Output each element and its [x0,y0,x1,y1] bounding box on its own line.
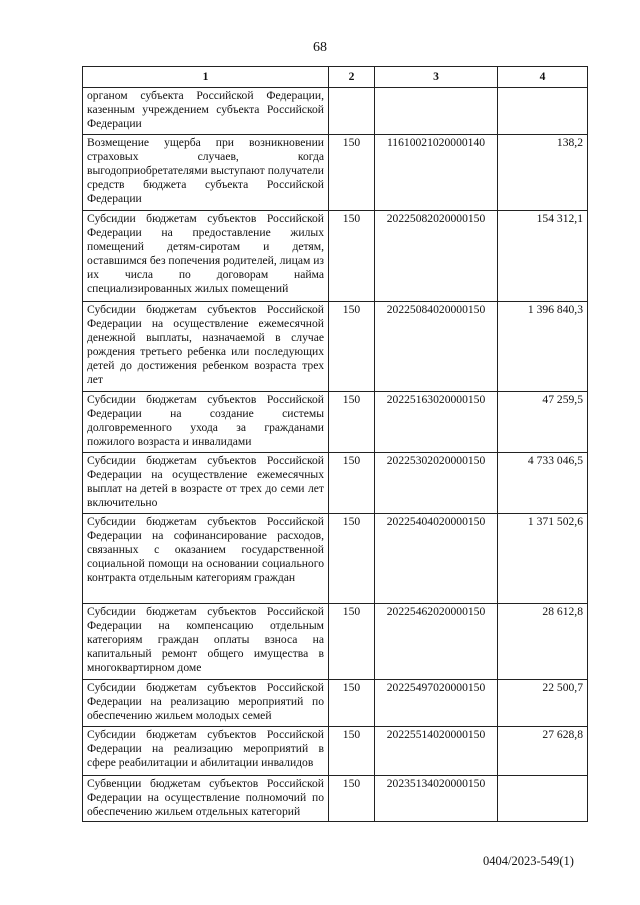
row-amount: 138,2 [498,135,588,211]
row-amount: 4 733 046,5 [498,453,588,514]
table-row [83,88,588,135]
row-code: 11610021020000140 [375,135,498,211]
row-description: Субсидии бюджетам субъектов Российской Федерации на реализацию мероприятий по обеспечению жильем молодых семей [83,680,329,727]
table-row [83,727,588,776]
table-header-row [83,67,588,88]
row-kind: 150 [329,604,375,680]
row-kind: 150 [329,392,375,453]
row-kind: 150 [329,211,375,302]
row-code: 20225302020000150 [375,453,498,514]
row-amount: 1 396 840,3 [498,302,588,392]
row-description: Субсидии бюджетам субъектов Российской Федерации на осуществление ежемесячных выплат на детей в возрасте от трех до семи лет включительно [83,453,329,514]
row-kind: 150 [329,135,375,211]
row-amount: 22 500,7 [498,680,588,727]
row-amount [498,88,588,135]
budget-table [82,66,588,822]
row-code: 20225404020000150 [375,514,498,604]
column-header: 2 [329,67,375,88]
row-code: 20225082020000150 [375,211,498,302]
row-description: органом субъекта Российской Федерации, казенным учреждением субъекта Российской Федерации [83,88,329,135]
table-row [83,453,588,514]
table-row [83,392,588,453]
row-description: Возмещение ущерба при возникновении страховых случаев, когда выгодоприобретателями выступают получатели средств бюджета субъекта Российской Федерации [83,135,329,211]
row-amount [498,776,588,822]
row-description: Субсидии бюджетам субъектов Российской Федерации на предоставление жилых помещений детям-сиротам и детям, оставшимся без попечения родителей, лицам из их числа по договорам найма специализированных жилых помещений [83,211,329,302]
row-code: 20225462020000150 [375,604,498,680]
row-amount: 154 312,1 [498,211,588,302]
table-row [83,135,588,211]
column-header: 1 [83,67,329,88]
row-description: Субсидии бюджетам субъектов Российской Федерации на создание системы долговременного ухода за гражданами пожилого возраста и инвалидами [83,392,329,453]
row-description: Субсидии бюджетам субъектов Российской Федерации на софинансирование расходов, связанных с оказанием государственной социальной помощи на основании социального контракта отдельным категориям граждан [83,514,329,604]
row-kind: 150 [329,776,375,822]
row-code: 20225514020000150 [375,727,498,776]
row-kind [329,88,375,135]
column-header: 3 [375,67,498,88]
document-code: 0404/2023-549(1) [483,854,574,868]
row-kind: 150 [329,302,375,392]
row-kind: 150 [329,514,375,604]
table-row [83,514,588,604]
row-code: 20225084020000150 [375,302,498,392]
table-row [83,211,588,302]
row-description: Субсидии бюджетам субъектов Российской Федерации на осуществление ежемесячной денежной выплаты, назначаемой в случае рождения третьего ребенка или последующих детей до достижения ребенком возраста трех лет [83,302,329,392]
row-code: 20225497020000150 [375,680,498,727]
table-row [83,302,588,392]
row-amount: 28 612,8 [498,604,588,680]
row-description: Субсидии бюджетам субъектов Российской Федерации на реализацию мероприятий в сфере реабилитации и абилитации инвалидов [83,727,329,776]
row-description: Субсидии бюджетам субъектов Российской Федерации на компенсацию отдельным категориям граждан оплаты взноса на капитальный ремонт общего имущества в многоквартирном доме [83,604,329,680]
table-row [83,776,588,822]
row-code [375,88,498,135]
row-amount: 47 259,5 [498,392,588,453]
row-kind: 150 [329,680,375,727]
row-description: Субвенции бюджетам субъектов Российской Федерации на осуществление полномочий по обеспечению жильем отдельных категорий [83,776,329,822]
row-code: 20235134020000150 [375,776,498,822]
row-kind: 150 [329,727,375,776]
row-kind: 150 [329,453,375,514]
row-code: 20225163020000150 [375,392,498,453]
table-row [83,680,588,727]
row-amount: 27 628,8 [498,727,588,776]
table-row [83,604,588,680]
page-number: 68 [313,40,327,55]
column-header: 4 [498,67,588,88]
row-amount: 1 371 502,6 [498,514,588,604]
